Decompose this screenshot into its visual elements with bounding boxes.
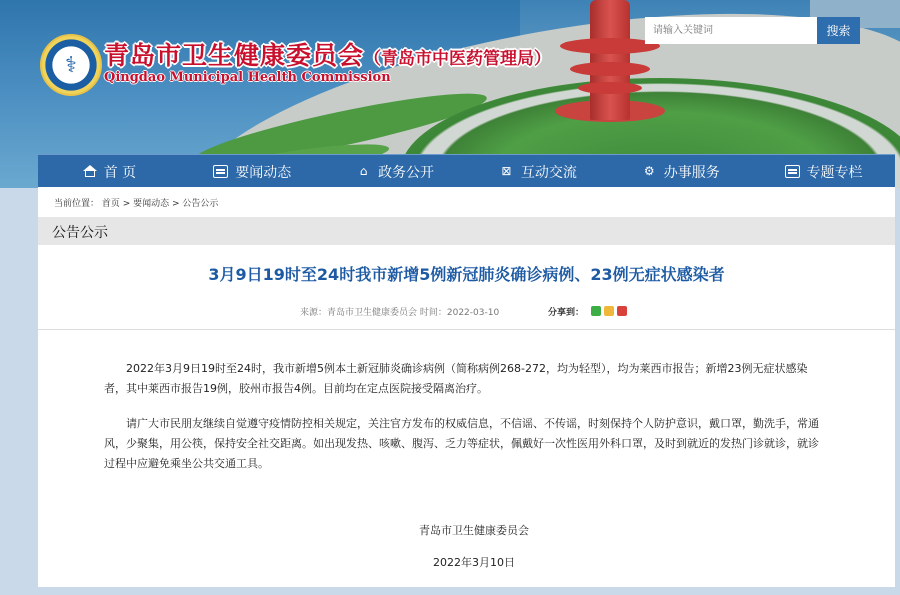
search-input[interactable] bbox=[645, 17, 817, 44]
divider bbox=[38, 329, 895, 330]
home-icon bbox=[83, 165, 97, 171]
nav-item-home[interactable] bbox=[38, 155, 181, 188]
nav-item-label: 专题专栏 bbox=[806, 164, 863, 181]
signature-date: 2022年3月10日 bbox=[433, 556, 515, 569]
site-title bbox=[104, 36, 551, 72]
article-panel bbox=[38, 187, 895, 587]
nav-item-news[interactable] bbox=[181, 155, 324, 188]
nav-item-label: 办事服务 bbox=[663, 164, 720, 181]
wechat-share-icon[interactable] bbox=[591, 306, 601, 316]
section-bar bbox=[38, 217, 895, 245]
weibo-share-icon[interactable] bbox=[617, 306, 627, 316]
article-source-date: 来源：青岛市卫生健康委员会 时间：2022-03-10 bbox=[300, 308, 500, 318]
site-title-main: 青岛市卫生健康委员会 bbox=[104, 41, 365, 70]
article-title: 3月9日19时至24时我市新增5例新冠肺炎确诊病例、23例无症状感染者 bbox=[208, 265, 725, 284]
article-paragraph: 请广大市民朋友继续自觉遵守疫情防控相关规定，关注官方发布的权威信息，不信谣、不传谣，时刻保持个人防护意识，戴口罩，勤洗手，常通风，少聚集，用公筷，保持安全社交距离。如出现发热、咳嗽、腹泻、乏力等症状，佩戴好一次性医用外科口罩，及时到就近的发热门诊就诊，就诊过程中应避免乘坐公共交通工具。 bbox=[104, 417, 819, 470]
nav-item-service[interactable] bbox=[609, 155, 752, 188]
nav-item-label: 首 页 bbox=[103, 164, 137, 181]
nav-item-label: 政务公开 bbox=[378, 164, 435, 181]
site-title-english: Qingdao Municipal Health Commission bbox=[104, 70, 391, 85]
may-fourth-sculpture bbox=[590, 0, 630, 120]
nav-item-label: 要闻动态 bbox=[235, 164, 292, 181]
site-title-sub: （青岛市中医药管理局） bbox=[364, 49, 552, 69]
main-nav bbox=[38, 154, 895, 188]
qzone-share-icon[interactable] bbox=[604, 306, 614, 316]
nav-item-interaction[interactable] bbox=[466, 155, 609, 188]
nav-item-label: 互动交流 bbox=[520, 164, 577, 181]
sculpture-ring bbox=[570, 62, 650, 76]
news-icon bbox=[213, 165, 228, 178]
nav-item-gov[interactable] bbox=[324, 155, 467, 188]
sculpture-ring bbox=[578, 82, 642, 94]
breadcrumb: 当前位置： 首页 > 要闻动态 > 公告公示 bbox=[54, 199, 219, 209]
caduceus-icon: ⚕ bbox=[65, 52, 77, 78]
gov-icon: ⌂ bbox=[359, 164, 368, 178]
service-icon: ⚙ bbox=[643, 164, 655, 178]
article-paragraph: 2022年3月9日19时至24时，我市新增5例本土新冠肺炎确诊病例（简称病例268-272，均为轻型），均为莱西市报告；新增23例无症状感染者，其中莱西市报告19例，胶州市报告4例。目前均在定点医院接受隔离治疗。 bbox=[104, 362, 808, 395]
topic-icon bbox=[785, 165, 800, 178]
signature-org: 青岛市卫生健康委员会 bbox=[419, 524, 529, 537]
section-title: 公告公示 bbox=[52, 225, 108, 241]
interaction-icon: ⊠ bbox=[501, 164, 512, 178]
commission-logo-icon bbox=[40, 34, 102, 96]
share-label: 分享到： bbox=[548, 308, 585, 318]
nav-item-topic[interactable] bbox=[752, 155, 895, 188]
search-button[interactable]: 搜索 bbox=[817, 17, 860, 44]
